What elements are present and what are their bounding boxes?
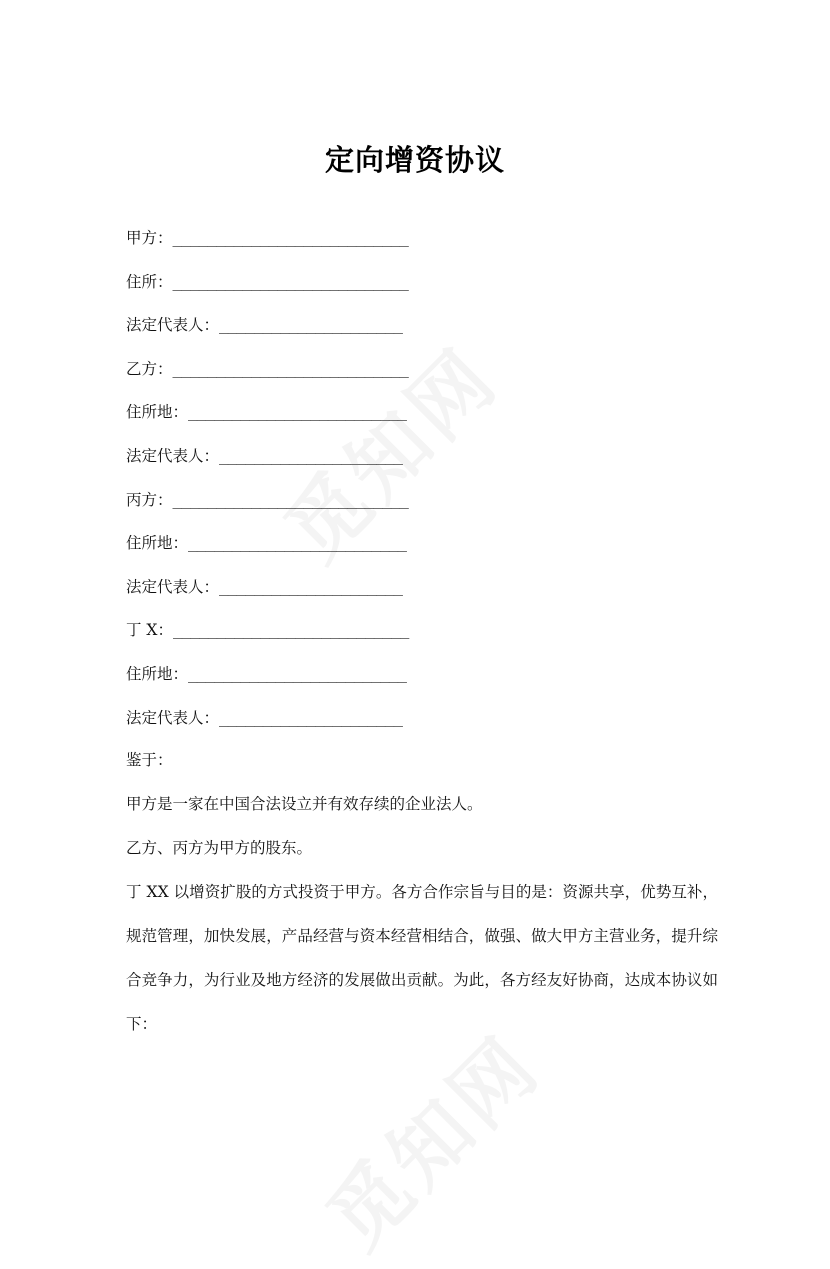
field-party-a-representative — [126, 313, 706, 357]
field-party-b — [126, 357, 706, 401]
recital-paragraph: 丁 XX 以增资扩股的方式投资于甲方。各方合作宗旨与目的是：资源共享，优势互补，规范管理，加快发展，产品经营与资本经营相结合，做强、做大甲方主营业务，提升综合竞争力，为行业及地方经济的发展做出贡献。为此，各方经友好协商，达成本协议如下： — [126, 883, 718, 1033]
party-fields — [126, 226, 706, 749]
fill-blank: _________________________ — [188, 664, 407, 683]
field-party-d — [126, 618, 706, 662]
fill-blank: _____________________ — [219, 577, 403, 596]
fill-blank: _____________________ — [219, 316, 403, 335]
field-label: 住所地： — [126, 534, 189, 553]
field-party-c-representative — [126, 575, 706, 619]
field-label: 法定代表人： — [126, 446, 220, 465]
field-label: 法定代表人： — [126, 577, 220, 596]
field-label: 住所： — [126, 272, 173, 291]
field-label: 住所地： — [126, 403, 189, 422]
fill-blank: _____________________ — [219, 708, 403, 727]
field-label: 甲方： — [126, 229, 173, 247]
field-party-b-representative — [126, 444, 706, 488]
field-label: 法定代表人： — [126, 316, 220, 335]
recital-paragraph: 乙方、丙方为甲方的股东。 — [126, 839, 313, 857]
recitals-section — [126, 748, 718, 1046]
field-party-a-address — [126, 270, 706, 314]
fill-blank: ___________________________ — [172, 272, 409, 291]
fill-blank: _________________________ — [188, 403, 407, 422]
field-label: 乙方： — [126, 359, 173, 378]
field-party-b-address — [126, 400, 706, 444]
document-title: 定向增资协议 — [324, 143, 505, 177]
fill-blank: ___________________________ — [172, 621, 409, 640]
field-label: 丙方： — [126, 490, 173, 509]
field-label: 丁 X： — [126, 621, 173, 640]
field-party-a — [126, 226, 706, 270]
fill-blank: _____________________ — [219, 446, 403, 465]
fill-blank: ___________________________ — [172, 359, 409, 378]
fill-blank: ___________________________ — [172, 490, 409, 509]
field-label: 住所地： — [126, 664, 189, 683]
field-party-d-representative — [126, 706, 706, 750]
field-label: 法定代表人： — [126, 708, 220, 727]
recital-paragraph: 甲方是一家在中国合法设立并有效存续的企业法人。 — [126, 795, 483, 813]
field-party-c — [126, 488, 706, 532]
field-party-c-address — [126, 531, 706, 575]
recitals-heading: 鉴于： — [126, 751, 173, 769]
fill-blank: _________________________ — [188, 534, 407, 553]
field-party-d-address — [126, 662, 706, 706]
fill-blank: ___________________________ — [172, 229, 409, 247]
